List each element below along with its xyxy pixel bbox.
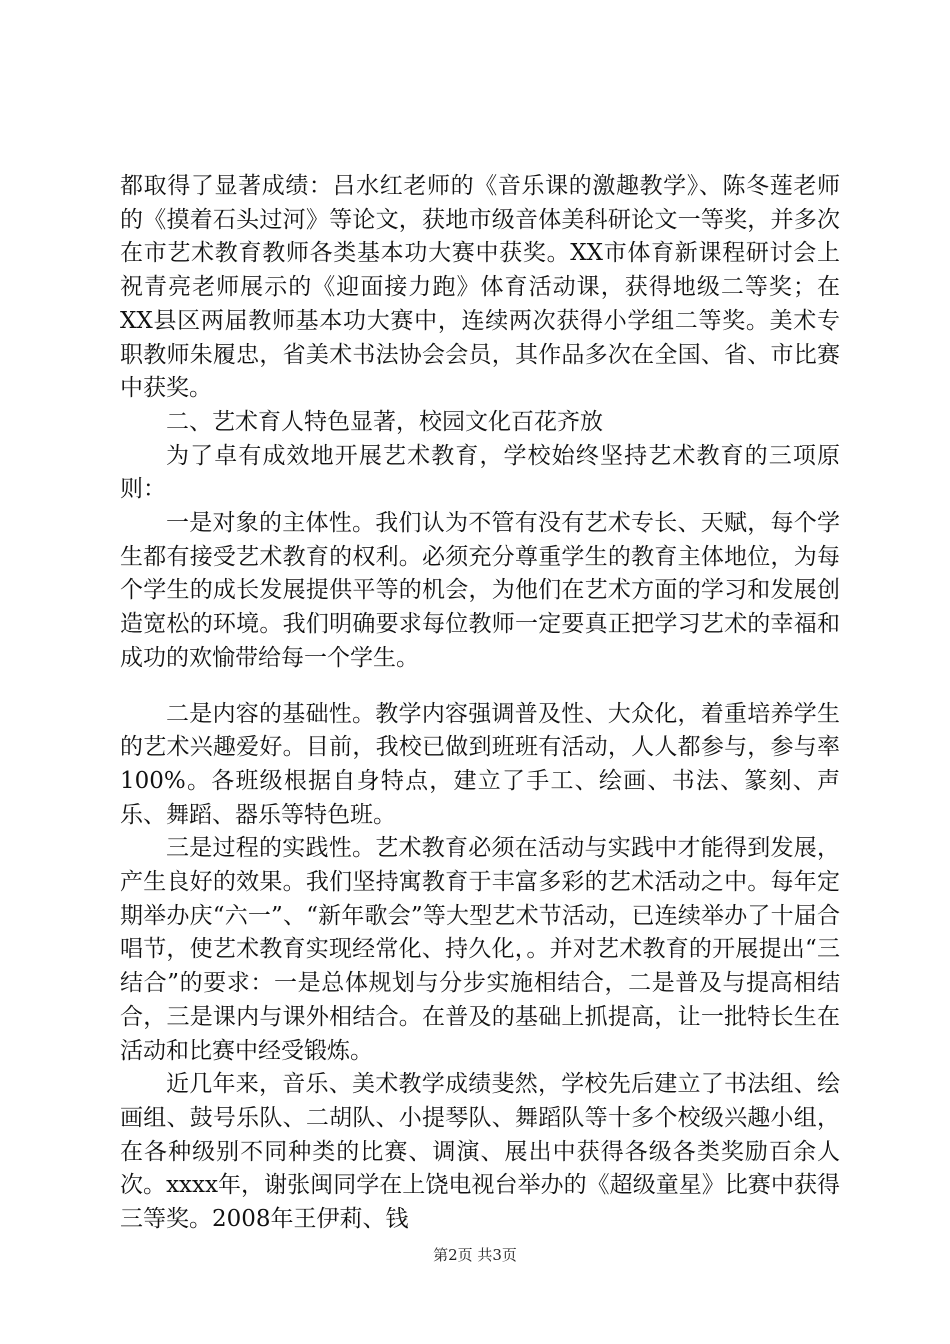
paragraph-recent-years: 近几年来，音乐、美术教学成绩斐然，学校先后建立了书法组、绘画组、鼓号乐队、二胡队、小提琴队、舞蹈队等十多个校级兴趣小组，在各种级别不同种类的比赛、调演、展出中获得各级各类奖励百余人次。xxxx年，谢张闽同学在上饶电视台举办的《超级童星》比赛中获得三等奖。2008年王伊莉、钱 xyxy=(120,1071,840,1233)
paragraph-principle-content: 二是内容的基础性。教学内容强调普及性、大众化，着重培养学生的艺术兴趣爱好。目前，我校已做到班班有活动，人人都参与，参与率100%。各班级根据自身特点，建立了手工、绘画、书法、篆刻、声乐、舞蹈、器乐等特色班。 xyxy=(120,700,840,828)
paragraph-three-principles: 为了卓有成效地开展艺术教育，学校始终坚持艺术教育的三项原则： xyxy=(120,442,840,503)
paragraph-principle-subject: 一是对象的主体性。我们认为不管有没有艺术专长、天赋，每个学生都有接受艺术教育的权利。必须充分尊重学生的教育主体地位，为每个学生的成长发展提供平等的机会，为他们在艺术方面的学习和发展创造宽松的环境。我们明确要求每位教师一定要真正把学习艺术的幸福和成功的欢愉带给每一个学生。 xyxy=(120,510,840,671)
page-footer: 第2页 共3页 xyxy=(433,1246,517,1264)
paragraph-principle-practice: 三是过程的实践性。艺术教育必须在活动与实践中才能得到发展，产生良好的效果。我们坚持寓教育于丰富多彩的艺术活动之中。每年定期举办庆“六一”、“新年歌会”等大型艺术节活动，已连续举办了十届合唱节，使艺术教育实现经常化、持久化，。并对艺术教育的开展提出“三结合”的要求：一是总体规划与分步实施相结合，二是普及与提高相结合，三是课内与课外相结合。在普及的基础上抓提高，让一批特长生在活动和比赛中经受锻炼。 xyxy=(120,835,840,1064)
document-body xyxy=(120,170,840,1237)
section-heading-art-education: 二、艺术育人特色显著，校园文化百花齐放 xyxy=(166,408,603,435)
paragraph-gap xyxy=(120,676,840,698)
paragraph-achievements: 都取得了显著成绩：吕水红老师的《音乐课的激趣教学》、陈冬莲老师的《摸着石头过河》等论文，获地市级音体美科研论文一等奖，并多次在市艺术教育教师各类基本功大赛中获奖。XX市体育新课程研讨会上祝青亮老师展示的《迎面接力跑》体育活动课，获得地级二等奖；在XX县区两届教师基本功大赛中，连续两次获得小学组二等奖。美术专职教师朱履忠，省美术书法协会会员，其作品多次在全国、省、市比赛中获奖。 xyxy=(120,173,840,402)
